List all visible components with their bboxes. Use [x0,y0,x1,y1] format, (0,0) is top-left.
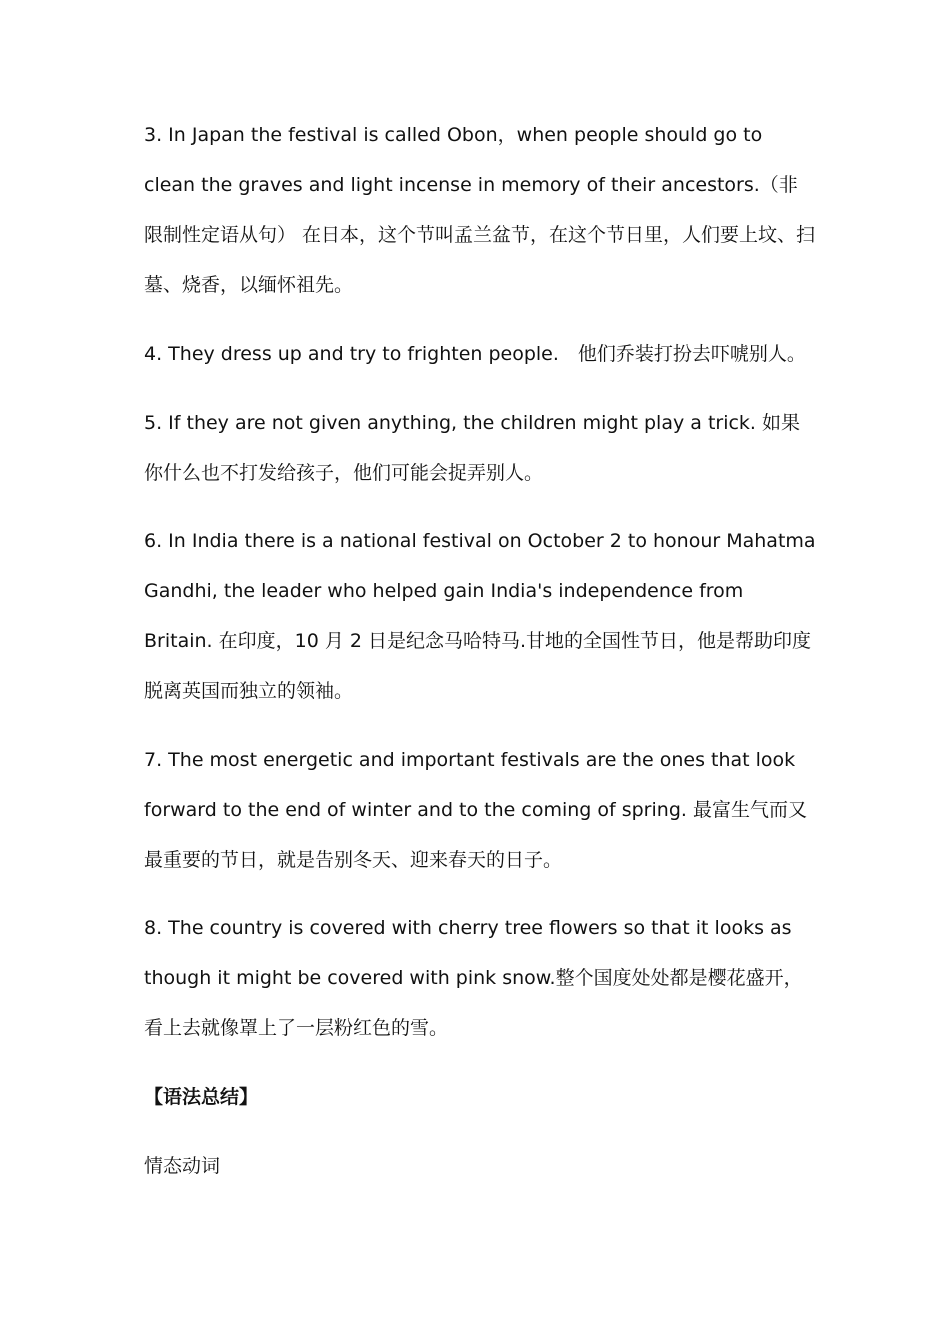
section-heading-grammar-summary: 【语法总结】 [144,1086,259,1108]
subheading-modal-verbs: 情态动词 [144,1155,221,1177]
paragraph-sentence-5: 5. If they are not given anything, the children might play a trick. 如果你什么也不打发给孩子，他们可能会捉弄别人。 [144,412,801,484]
paragraph-sentence-7: 7. The most energetic and important festivals are the ones that look forward to the end of winter and to the coming of spring. 最富生气而又最重要的节日，就是告别冬天、迎来春天的日子。 [144,749,807,871]
paragraph-sentence-8: 8. The country is covered with cherry tree flowers so that it looks as though it might be covered with pink snow.整个国度处处都是樱花盛开，看上去就像罩上了一层粉红色的雪。 [144,917,803,1039]
paragraph-sentence-6: 6. In India there is a national festival on October 2 to honour Mahatma Gandhi, the leader who helped gain India's independence from Britain. 在印度，10 月 2 日是纪念马哈特马.甘地的全国性节日，他是帮助印度脱离英国而独立的领袖。 [144,530,816,702]
paragraph-sentence-4: 4. They dress up and try to frighten people. 他们乔装打扮去吓唬别人。 [144,343,806,365]
paragraph-sentence-3: 3. In Japan the festival is called Obon，when people should go to clean the graves and light incense in memory of their ancestors.（非限制性定语从句） 在日本，这个节叫孟兰盆节，在这个节日里，人们要上坟、扫墓、烧香，以缅怀祖先。 [144,124,816,296]
